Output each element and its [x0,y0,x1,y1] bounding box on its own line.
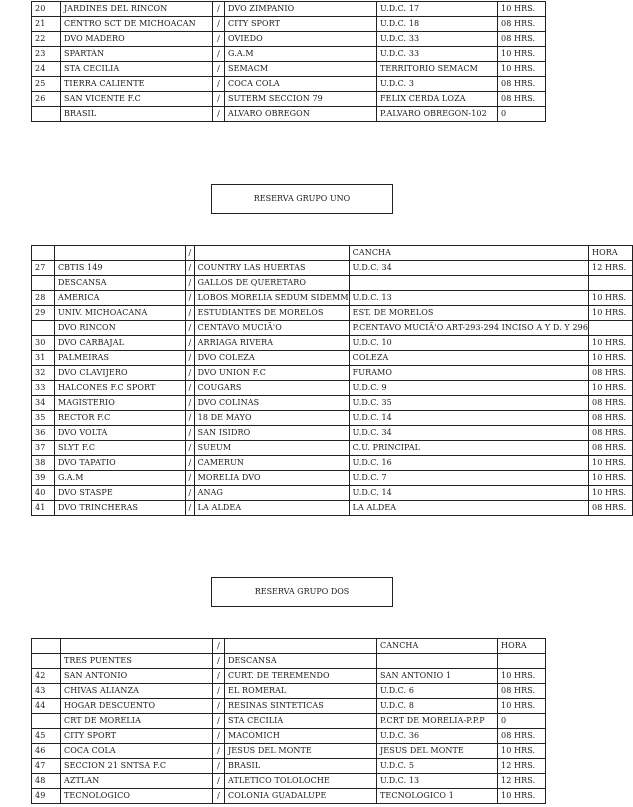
table-header-row [32,246,633,261]
field-cell: C.U. PRINCIPAL [349,441,588,456]
match-number-cell: 41 [32,501,55,516]
home-team-cell: HALCONES F.C SPORT [54,381,185,396]
separator-cell: / [186,261,195,276]
table-row [32,486,633,501]
separator-cell: / [186,441,195,456]
separator-cell: / [213,759,225,774]
field-cell: U.D.C. 16 [349,456,588,471]
home-team-cell: DVO TAPATIO [54,456,185,471]
time-cell: HORA [589,246,633,261]
match-number-cell: 27 [32,261,55,276]
field-cell [377,654,498,669]
away-team-cell: COLONIA GUADALUPE [225,789,377,804]
time-cell: 10 HRS. [498,789,546,804]
field-cell: EST. DE MORELOS [349,306,588,321]
match-table-1 [31,1,546,122]
away-team-cell [225,639,377,654]
away-team-cell: MORELIA DVO [194,471,349,486]
table-row [32,62,546,77]
separator-cell: / [186,381,195,396]
match-number-cell: 49 [32,789,61,804]
table-row [32,32,546,47]
away-team-cell: ANAG [194,486,349,501]
separator-cell: / [213,32,225,47]
away-team-cell: 18 DE MAYO [194,411,349,426]
time-cell: 08 HRS. [498,729,546,744]
table-row [32,669,546,684]
away-team-cell: ALVARO OBREGON [225,107,377,122]
away-team-cell: DVO ZIMPANIO [225,2,377,17]
field-cell: P.ALVARO OBREGON-102 [377,107,498,122]
field-cell: P.CENTAVO MUCIÃ'O ART-293-294 INCISO A Y D. Y 296 [349,321,588,336]
field-cell: TERRITORIO SEMACM [377,62,498,77]
home-team-cell: DVO CLAVIJERO [54,366,185,381]
table-row [32,699,546,714]
separator-cell: / [186,306,195,321]
separator-cell: / [186,486,195,501]
time-cell: 10 HRS. [498,669,546,684]
home-team-cell: SLYT F.C [54,441,185,456]
match-number-cell [32,639,61,654]
table-row [32,471,633,486]
field-cell: U.D.C. 14 [349,411,588,426]
time-cell: 0 [498,714,546,729]
time-cell: 10 HRS. [498,47,546,62]
section-title-grupo-uno: RESERVA GRUPO UNO [211,184,393,214]
match-number-cell: 40 [32,486,55,501]
home-team-cell: HOGAR DESCUENTO [61,699,213,714]
home-team-cell: CRT DE MORELIA [61,714,213,729]
match-number-cell: 42 [32,669,61,684]
table-row [32,501,633,516]
match-number-cell: 32 [32,366,55,381]
match-number-cell [32,654,61,669]
time-cell: 10 HRS. [498,2,546,17]
away-team-cell: COUGARS [194,381,349,396]
match-number-cell: 20 [32,2,61,17]
separator-cell: / [186,321,195,336]
field-cell: U.D.C. 17 [377,2,498,17]
match-number-cell: 33 [32,381,55,396]
home-team-cell: CHIVAS ALIANZA [61,684,213,699]
separator-cell: / [213,654,225,669]
time-cell: 08 HRS. [589,411,633,426]
home-team-cell: DVO STASPE [54,486,185,501]
match-number-cell [32,107,61,122]
match-number-cell: 28 [32,291,55,306]
time-cell: HORA [498,639,546,654]
time-cell: 10 HRS. [498,699,546,714]
time-cell: 10 HRS. [589,471,633,486]
match-number-cell: 39 [32,471,55,486]
table-row [32,426,633,441]
away-team-cell: STA CECILIA [225,714,377,729]
home-team-cell: RECTOR F.C [54,411,185,426]
field-cell: U.D.C. 9 [349,381,588,396]
time-cell: 10 HRS. [498,744,546,759]
home-team-cell: AMERICA [54,291,185,306]
match-number-cell: 43 [32,684,61,699]
table-row [32,381,633,396]
away-team-cell: DVO COLINAS [194,396,349,411]
time-cell [498,654,546,669]
separator-cell: / [213,669,225,684]
away-team-cell: ESTUDIANTES DE MORELOS [194,306,349,321]
field-cell: FELIX CERDA LOZA [377,92,498,107]
field-cell: U.D.C. 33 [377,47,498,62]
away-team-cell: SEMACM [225,62,377,77]
separator-cell: / [213,17,225,32]
away-team-cell: SUEUM [194,441,349,456]
table-row [32,77,546,92]
home-team-cell: SECCION 21 SNTSA F.C [61,759,213,774]
away-team-cell: DVO UNION F.C [194,366,349,381]
away-team-cell: SUTERM SECCION 79 [225,92,377,107]
field-cell: U.D.C. 34 [349,426,588,441]
separator-cell: / [186,351,195,366]
separator-cell: / [186,411,195,426]
time-cell: 08 HRS. [589,501,633,516]
field-cell: JESUS DEL MONTE [377,744,498,759]
table-row [32,107,546,122]
match-number-cell: 21 [32,17,61,32]
field-cell: U.D.C. 5 [377,759,498,774]
time-cell: 08 HRS. [498,32,546,47]
home-team-cell: JARDINES DEL RINCON [61,2,213,17]
match-number-cell: 23 [32,47,61,62]
time-cell: 08 HRS. [498,77,546,92]
match-number-cell: 30 [32,336,55,351]
away-team-cell: BRASIL [225,759,377,774]
home-team-cell: DVO RINCON [54,321,185,336]
separator-cell: / [186,426,195,441]
separator-cell: / [186,246,195,261]
field-cell: CANCHA [377,639,498,654]
field-cell: COLEZA [349,351,588,366]
separator-cell: / [186,276,195,291]
separator-cell: / [213,729,225,744]
field-cell: U.D.C. 7 [349,471,588,486]
away-team-cell: LOBOS MORELIA SEDUM SIDEMM [194,291,349,306]
home-team-cell: SAN ANTONIO [61,669,213,684]
separator-cell: / [213,77,225,92]
time-cell [589,276,633,291]
match-number-cell: 37 [32,441,55,456]
match-number-cell [32,276,55,291]
separator-cell: / [213,107,225,122]
field-cell: SAN ANTONIO 1 [377,669,498,684]
table-row [32,774,546,789]
match-number-cell: 26 [32,92,61,107]
home-team-cell: TRES PUENTES [61,654,213,669]
field-cell: U.D.C. 14 [349,486,588,501]
away-team-cell: LA ALDEA [194,501,349,516]
home-team-cell: CITY SPORT [61,729,213,744]
table-row [32,411,633,426]
away-team-cell: EL ROMERAL [225,684,377,699]
match-number-cell: 46 [32,744,61,759]
table-row [32,17,546,32]
match-number-cell: 47 [32,759,61,774]
field-cell: TECNOLOGICO 1 [377,789,498,804]
time-cell: 08 HRS. [589,426,633,441]
time-cell: 10 HRS. [589,336,633,351]
match-number-cell [32,246,55,261]
home-team-cell: TIERRA CALIENTE [61,77,213,92]
home-team-cell: BRASIL [61,107,213,122]
time-cell: 08 HRS. [498,17,546,32]
separator-cell: / [186,336,195,351]
match-table-3 [31,638,546,804]
home-team-cell: DVO MADERO [61,32,213,47]
field-cell: P.CRT DE MORELIA-P.P.P [377,714,498,729]
away-team-cell: ARRIAGA RIVERA [194,336,349,351]
time-cell: 08 HRS. [589,441,633,456]
away-team-cell: GALLOS DE QUERETARO [194,276,349,291]
separator-cell: / [186,396,195,411]
away-team-cell: COCA COLA [225,77,377,92]
field-cell: U.D.C. 13 [349,291,588,306]
time-cell: 10 HRS. [589,306,633,321]
match-number-cell: 34 [32,396,55,411]
match-number-cell: 22 [32,32,61,47]
table-row [32,366,633,381]
table-row [32,744,546,759]
table-row [32,729,546,744]
section-title-grupo-dos: RESERVA GRUPO DOS [211,577,393,607]
away-team-cell: ATLETICO TOLOLOCHE [225,774,377,789]
home-team-cell: STA CECILIA [61,62,213,77]
match-number-cell [32,714,61,729]
field-cell: U.D.C. 33 [377,32,498,47]
away-team-cell: OVIEDO [225,32,377,47]
field-cell: CANCHA [349,246,588,261]
separator-cell: / [213,62,225,77]
match-number-cell: 25 [32,77,61,92]
separator-cell: / [186,366,195,381]
time-cell: 12 HRS. [498,759,546,774]
table-row [32,654,546,669]
time-cell: 10 HRS. [589,456,633,471]
field-cell: U.D.C. 3 [377,77,498,92]
match-number-cell: 38 [32,456,55,471]
table-row [32,396,633,411]
table-row [32,456,633,471]
away-team-cell: SAN ISIDRO [194,426,349,441]
home-team-cell: COCA COLA [61,744,213,759]
time-cell: 10 HRS. [589,351,633,366]
away-team-cell: RESINAS SINTETICAS [225,699,377,714]
match-number-cell: 45 [32,729,61,744]
home-team-cell: MAGISTERIO [54,396,185,411]
table-row [32,47,546,62]
home-team-cell: SAN VICENTE F.C [61,92,213,107]
home-team-cell: CENTRO SCT DE MICHOACAN [61,17,213,32]
table-row [32,684,546,699]
time-cell: 10 HRS. [498,62,546,77]
away-team-cell: CENTAVO MUCIÃ'O [194,321,349,336]
away-team-cell: DESCANSA [225,654,377,669]
time-cell: 08 HRS. [589,366,633,381]
home-team-cell [54,246,185,261]
field-cell: U.D.C. 34 [349,261,588,276]
separator-cell: / [186,456,195,471]
separator-cell: / [213,684,225,699]
time-cell [589,321,633,336]
field-cell: LA ALDEA [349,501,588,516]
field-cell: U.D.C. 18 [377,17,498,32]
time-cell: 10 HRS. [589,486,633,501]
time-cell: 0 [498,107,546,122]
table-row [32,261,633,276]
table-row [32,351,633,366]
table-row [32,321,633,336]
home-team-cell: DVO TRINCHERAS [54,501,185,516]
table-row [32,291,633,306]
separator-cell: / [213,47,225,62]
table-row [32,714,546,729]
table-row [32,441,633,456]
match-number-cell: 24 [32,62,61,77]
away-team-cell: COUNTRY LAS HUERTAS [194,261,349,276]
home-team-cell: PALMEIRAS [54,351,185,366]
home-team-cell: UNIV. MICHOACANA [54,306,185,321]
home-team-cell: CBTIS 149 [54,261,185,276]
field-cell: U.D.C. 35 [349,396,588,411]
field-cell [349,276,588,291]
away-team-cell: G.A.M [225,47,377,62]
time-cell: 12 HRS. [498,774,546,789]
match-number-cell: 35 [32,411,55,426]
field-cell: U.D.C. 36 [377,729,498,744]
away-team-cell: CURT. DE TEREMENDO [225,669,377,684]
separator-cell: / [213,789,225,804]
table-row [32,2,546,17]
match-number-cell: 36 [32,426,55,441]
field-cell: U.D.C. 6 [377,684,498,699]
time-cell: 12 HRS. [589,261,633,276]
away-team-cell: CITY SPORT [225,17,377,32]
match-table-2 [31,245,633,516]
match-number-cell: 31 [32,351,55,366]
home-team-cell: AZTLAN [61,774,213,789]
home-team-cell: DVO VOLTA [54,426,185,441]
separator-cell: / [213,774,225,789]
home-team-cell: TECNOLOGICO [61,789,213,804]
home-team-cell: DVO CARBAJAL [54,336,185,351]
time-cell: 08 HRS. [498,684,546,699]
field-cell: U.D.C. 13 [377,774,498,789]
home-team-cell: SPARTAN [61,47,213,62]
table-row [32,759,546,774]
home-team-cell [61,639,213,654]
match-number-cell: 48 [32,774,61,789]
field-cell: FURAMO [349,366,588,381]
table-row [32,789,546,804]
away-team-cell: MACOMICH [225,729,377,744]
separator-cell: / [213,2,225,17]
match-number-cell: 29 [32,306,55,321]
separator-cell: / [213,699,225,714]
table-row [32,92,546,107]
home-team-cell: DESCANSA [54,276,185,291]
separator-cell: / [213,92,225,107]
separator-cell: / [213,744,225,759]
time-cell: 08 HRS. [589,396,633,411]
separator-cell: / [186,291,195,306]
separator-cell: / [186,471,195,486]
match-number-cell [32,321,55,336]
time-cell: 08 HRS. [498,92,546,107]
table-row [32,306,633,321]
home-team-cell: G.A.M [54,471,185,486]
table-row [32,276,633,291]
away-team-cell: DVO COLEZA [194,351,349,366]
field-cell: U.D.C. 10 [349,336,588,351]
table-row [32,336,633,351]
field-cell: U.D.C. 8 [377,699,498,714]
away-team-cell: JESUS DEL MONTE [225,744,377,759]
separator-cell: / [213,639,225,654]
table-header-row [32,639,546,654]
time-cell: 10 HRS. [589,291,633,306]
match-number-cell: 44 [32,699,61,714]
away-team-cell: CAMERUN [194,456,349,471]
away-team-cell [194,246,349,261]
separator-cell: / [186,501,195,516]
separator-cell: / [213,714,225,729]
time-cell: 10 HRS. [589,381,633,396]
